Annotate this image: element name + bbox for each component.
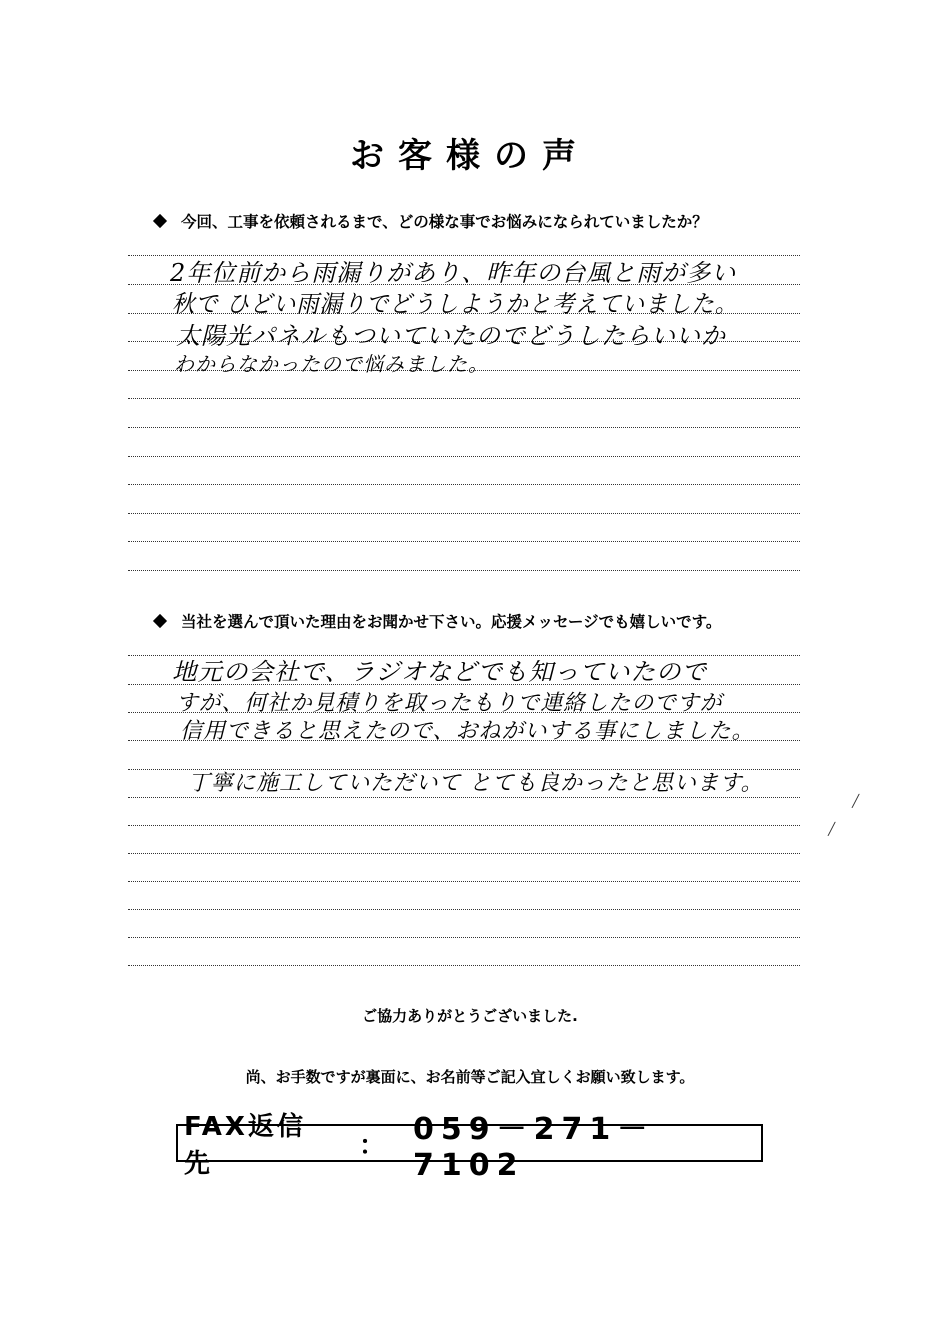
ruled-line xyxy=(128,797,800,798)
question-1 xyxy=(155,210,708,232)
return-note: 尚、お手数ですが裏面に、お名前等ご記入宜しくお願い致します。 xyxy=(245,1068,695,1086)
answer-2-line-3: 信用できると思えたので、おねがいする事にしました。 xyxy=(180,719,755,744)
ruled-line xyxy=(128,541,800,542)
ruled-line xyxy=(128,937,800,938)
ruled-line xyxy=(128,965,800,966)
ruled-line xyxy=(128,853,800,854)
answer-1-line-2: 秋で ひどい雨漏りでどうしようかと考えていました。 xyxy=(172,290,739,318)
fax-separator: ： xyxy=(358,1130,385,1161)
diamond-bullet-icon xyxy=(153,214,167,228)
thanks-message: ご協力ありがとうございました. xyxy=(362,1007,578,1025)
ruled-line xyxy=(128,513,800,514)
ruled-line xyxy=(128,398,800,399)
question-2-text: 当社を選んで頂いた理由をお聞かせ下さい。応援メッセージでも嬉しいです。 xyxy=(181,613,722,631)
diamond-bullet-icon xyxy=(153,614,167,628)
fax-box xyxy=(176,1111,763,1183)
answer-1-line-1: 2年位前から雨漏りがあり、昨年の台風と雨が多い xyxy=(170,259,737,287)
fax-label: FAX返信先 xyxy=(184,1112,306,1179)
question-2 xyxy=(155,610,721,632)
ruled-line xyxy=(128,909,800,910)
answer-2-line-2: すが、何社か見積りを取ったもりで連絡したのですが xyxy=(176,691,723,716)
ruled-line xyxy=(128,484,800,485)
ruled-line xyxy=(128,456,800,457)
fax-number: 059－271－7102 xyxy=(412,1111,655,1183)
ruled-line xyxy=(128,570,800,571)
scan-speck: ╱ xyxy=(828,822,836,836)
question-1-text: 今回、工事を依頼されるまで、どの様な事でお悩みになられていましたか？ xyxy=(181,213,708,231)
page-title: お客様の声 xyxy=(350,136,590,176)
answer-2-line-4: 丁寧に施工していただいて とても良かったと思います。 xyxy=(188,771,764,796)
answer-1-line-3: 太陽光パネルもついていたのでどうしたらいいか xyxy=(176,322,726,350)
scan-speck: ╱ xyxy=(852,794,860,808)
answer-2-line-1: 地元の会社で、ラジオなどでも知っていたので xyxy=(172,658,708,686)
ruled-line xyxy=(128,427,800,428)
ruled-line xyxy=(128,825,800,826)
ruled-line xyxy=(128,881,800,882)
answer-1-line-4: わからなかったので悩みました。 xyxy=(174,352,489,376)
